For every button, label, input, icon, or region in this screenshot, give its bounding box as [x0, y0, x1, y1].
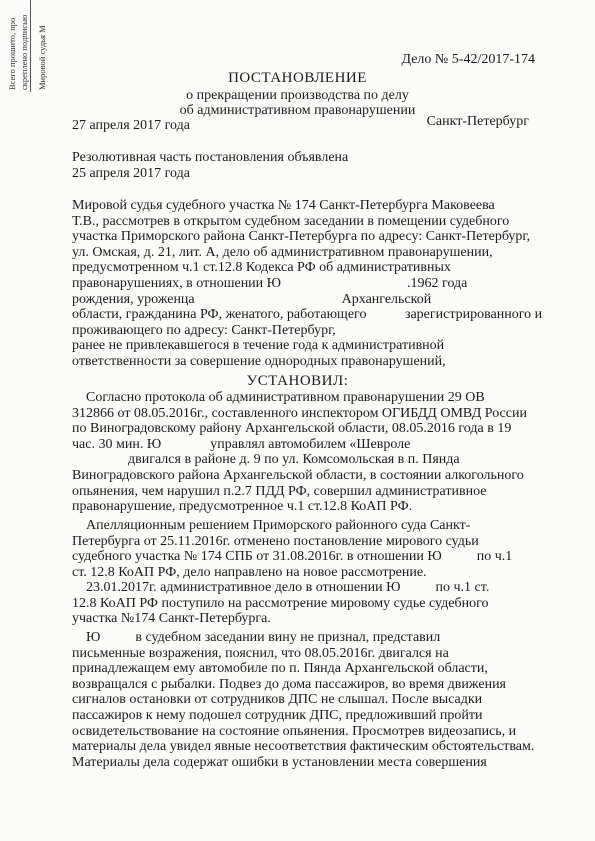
text-line: 312866 от 08.05.2016г., составленного инспектором ОГИБДД ОМВД России	[72, 405, 527, 421]
text-line: 23.01.2017г. административное дело в отношении Ю по ч.1 ст.	[72, 580, 490, 595]
text-line: принадлежащем ему автомобиле по п. Пянда Архангельской области,	[72, 661, 488, 677]
text-line: правонарушениях, в отношении Ю .1962 года	[72, 275, 468, 291]
document-city: Санкт-Петербург	[426, 114, 529, 129]
stamp-line-1: Всего прошито, про	[7, 17, 17, 90]
text-line: Виноградовского района Архангельской области, в состоянии алкогольного	[72, 467, 524, 483]
text-line: области, гражданина РФ, женатого, работающего зарегистрированного и	[72, 307, 543, 323]
text-line: проживающего по адресу: Санкт-Петербург,	[72, 322, 336, 338]
stamp-line-3: Мировой судья М	[37, 25, 47, 90]
text-line: опьянения, чем нарушил п.2.7 ПДД РФ, совершил административное	[72, 483, 487, 499]
resolution-note-line-2: 25 апреля 2017 года	[72, 166, 190, 181]
text-line: двигался в районе д. 9 по ул. Комсомольская в п. Пянда	[72, 452, 460, 468]
paragraph-received	[72, 580, 540, 627]
stamp-line-2: скреплено подписью	[19, 14, 29, 90]
document-date: 27 апреля 2017 года	[72, 118, 190, 133]
resolution-note-line-1: Резолютивная часть постановления объявлена	[72, 150, 349, 165]
text-line: пассажиров к нему подошел сотрудник ДПС, предложивший пройти	[72, 707, 483, 723]
text-line: 12.8 КоАП РФ поступило на рассмотрение мировому судье судебного	[72, 595, 489, 611]
text-line: участка Приморского района Санкт-Петербурга по адресу: Санкт-Петербург,	[72, 229, 531, 245]
paragraph-appeal	[72, 518, 540, 580]
text-line: предусмотренном ч.1 ст.12.8 Кодекса РФ об административных	[72, 260, 451, 276]
text-line: возвращался с рыбалки. Подвез до дома пассажиров, во время движения	[72, 676, 506, 692]
text-line: правонарушение, предусмотренное ч.1 ст.12.8 КоАП РФ.	[72, 499, 413, 515]
text-line: сигналов остановки от сотрудников ДПС не слышал. После высадки	[72, 692, 483, 708]
text-line: освидетельствование на состояние опьянения. Просмотрев видеозапись, и	[72, 723, 517, 739]
text-line: ранее не привлекавшегося в течение года к административной	[72, 338, 445, 354]
text-line: ответственности за совершение однородных правонарушений,	[72, 353, 446, 369]
text-line: по Виноградовскому району Архангельской области, 08.05.2016 года в 19	[72, 421, 512, 437]
text-line: час. 30 мин. Ю управлял автомобилем «Шевроле	[72, 436, 411, 452]
paragraph-protocol	[72, 390, 540, 515]
text-line: Ю в судебном заседании вину не признал, представил	[72, 630, 441, 645]
text-line: Материалы дела содержат ошибки в установлении места совершения	[72, 754, 487, 770]
established-heading: УСТАНОВИЛ:	[246, 373, 349, 389]
document-subtitle-1: о прекращении производства по делу	[186, 88, 409, 103]
text-line: Согласно протокола об административном правонарушении 29 ОВ	[72, 390, 485, 405]
text-line: письменные возражения, пояснил, что 08.05.2016г. двигался на	[72, 645, 449, 661]
document-subtitle-2: об административном правонарушении	[179, 103, 416, 118]
text-line: Т.В., рассмотрев в открытом судебном заседании в помещении судебного	[72, 213, 510, 229]
text-line: рождения, уроженца Архангельской	[72, 291, 432, 307]
text-line: судебного участка № 174 СПБ от 31.08.2016г. в отношении Ю по ч.1	[72, 549, 513, 565]
paragraph-defense	[72, 630, 540, 770]
text-line: участка №174 Санкт-Петербурга.	[72, 611, 271, 627]
text-line: Мировой судья судебного участка № 174 Санкт-Петербурга Маковеева	[72, 198, 495, 213]
text-line: ул. Омская, д. 21, лит. А, дело об административном правонарушении,	[72, 244, 493, 260]
text-line: ст. 12.8 КоАП РФ, дело направлено на новое рассмотрение.	[72, 564, 427, 580]
text-line: Петербурга от 25.11.2016г. отменено постановление мирового судьи	[72, 533, 479, 549]
document-title: ПОСТАНОВЛЕНИЕ	[228, 70, 367, 86]
case-number: Дело № 5-42/2017-174	[401, 52, 535, 67]
text-line: материалы дела увидел явные несоответствия фактическим обстоятельствам.	[72, 739, 535, 755]
text-line: Апелляционным решением Приморского районного суда Санкт-	[72, 518, 471, 533]
intro-paragraph	[72, 198, 543, 370]
